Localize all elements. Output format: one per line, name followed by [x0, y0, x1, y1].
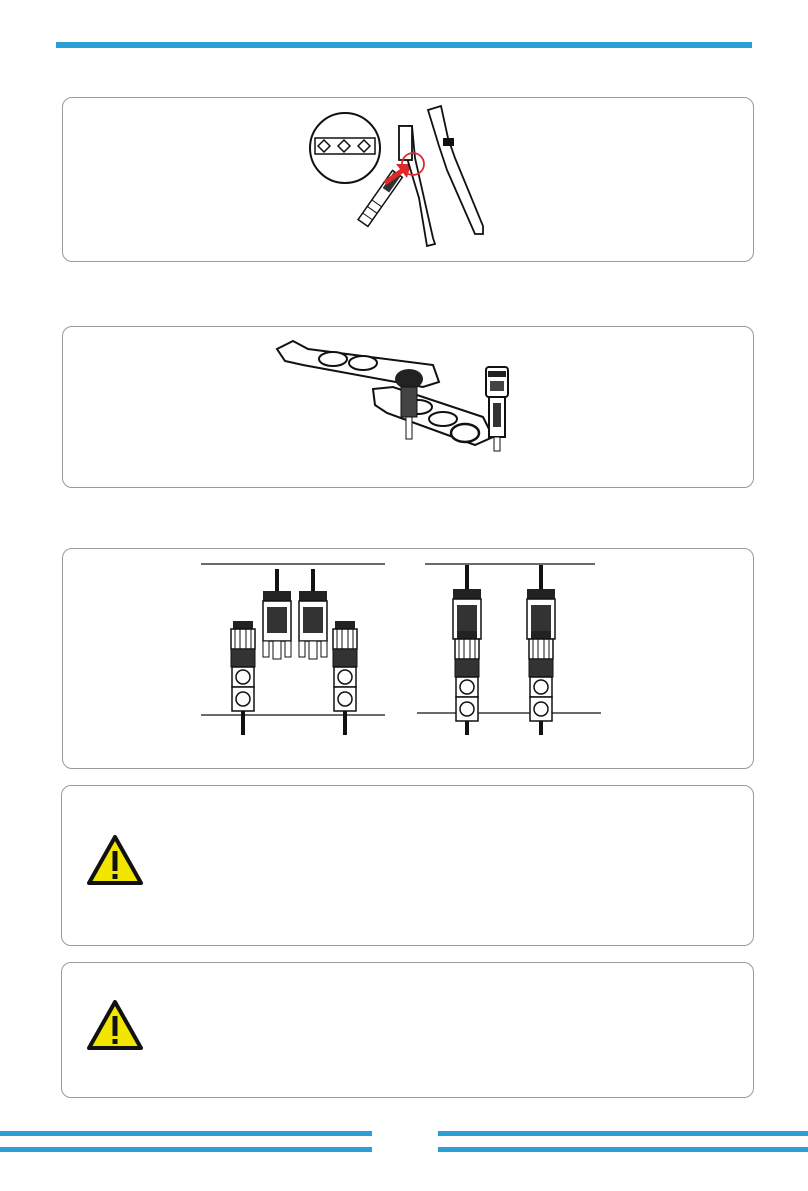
footer-rule-left-bottom	[0, 1147, 372, 1152]
mc4-connector-pair-illustration	[63, 549, 755, 770]
footer-rule-right-bottom	[438, 1147, 808, 1152]
connector-spanner-illustration	[63, 327, 755, 489]
crimping-tool-illustration	[63, 98, 755, 263]
warning-triangle-icon	[86, 834, 144, 886]
caution-notice-1	[61, 785, 754, 946]
warning-triangle-icon	[86, 999, 144, 1051]
figure-spanner-panel	[62, 326, 754, 488]
figure-crimping-panel	[62, 97, 754, 262]
footer-rule-left-top	[0, 1131, 372, 1136]
header-rule	[56, 42, 752, 48]
figure-connectors-panel	[62, 548, 754, 769]
caution-notice-2	[61, 962, 754, 1098]
footer-rule-right-top	[438, 1131, 808, 1136]
